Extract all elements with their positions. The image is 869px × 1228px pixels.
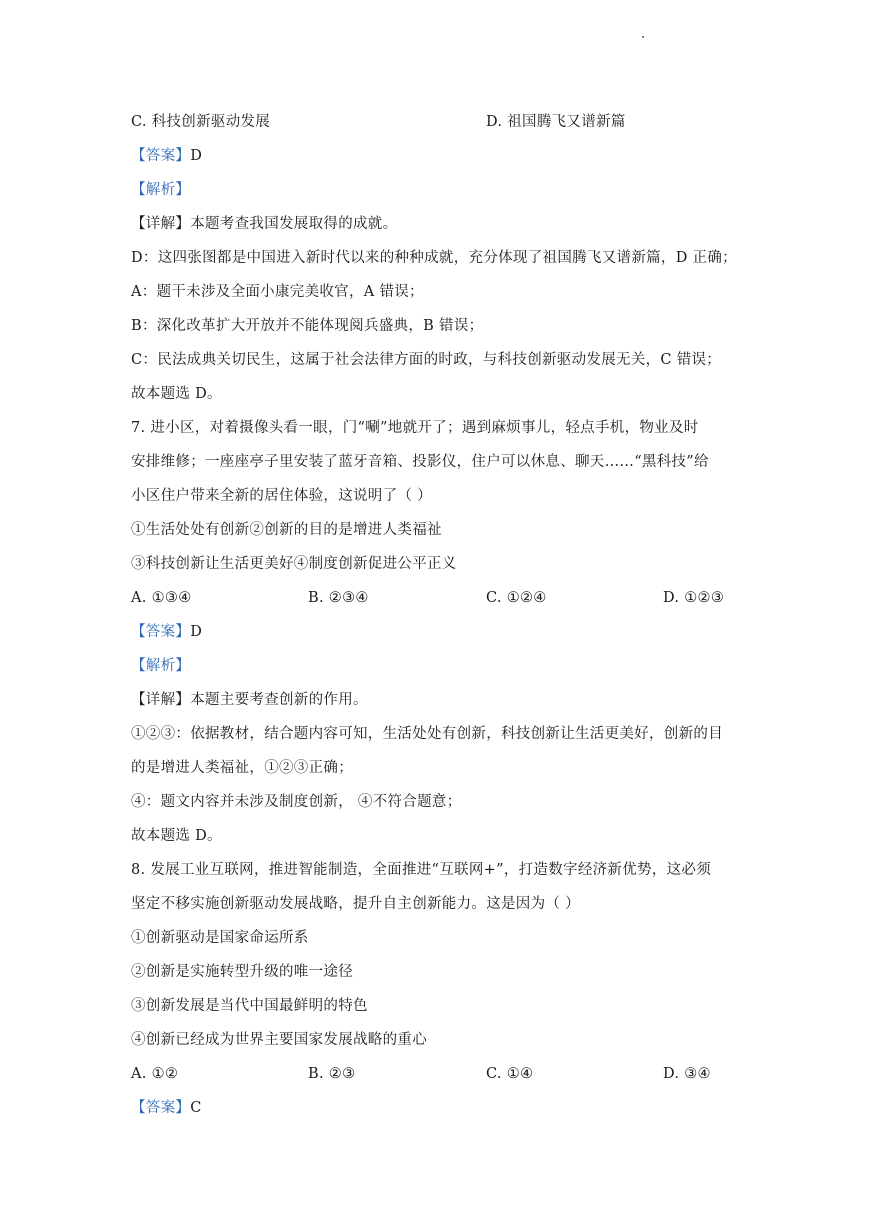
q8-stem-line: 坚定不移实施创新驱动发展战略，提升自主创新能力。这是因为（ ） (131, 896, 580, 912)
detail-tag: 【详解】 (131, 692, 191, 708)
q8-option-d: D. ③④ (663, 1066, 711, 1082)
q8-item: ①创新驱动是国家命运所系 (131, 930, 309, 946)
q8-item: ③创新发展是当代中国最鲜明的特色 (131, 998, 368, 1014)
q7-stem-line: 安排维修；一座座亭子里安装了蓝牙音箱、投影仪，住户可以休息、聊天……“黑科技”给 (131, 454, 709, 470)
q8-option-b: B. ②③ (308, 1066, 356, 1082)
q8-stem-line: 8. 发展工业互联网，推进智能制造，全面推进“互联网+”，打造数字经济新优势，这必须 (131, 862, 712, 878)
q7-item: ①生活处处有创新②创新的目的是增进人类福祉 (131, 522, 442, 538)
q6-detail-line: 故本题选 D。 (131, 386, 222, 402)
answer-value: D (190, 624, 203, 640)
q6-analysis-tag: 【解析】 (131, 182, 191, 198)
q8-answer (131, 1098, 202, 1118)
q7-detail-line: 故本题选 D。 (131, 828, 222, 844)
q6-detail-line: B：深化改革扩大开放并不能体现阅兵盛典，B 错误； (131, 318, 484, 334)
q8-option-a: A. ①② (131, 1066, 179, 1082)
q6-option-c: C. 科技创新驱动发展 (131, 114, 271, 130)
answer-tag: 【答案】 (131, 624, 191, 640)
q6-detail-line: A：题干未涉及全面小康完美收官，A 错误； (131, 284, 424, 300)
q7-option-d: D. ①②③ (663, 590, 725, 606)
q6-detail-line: D：这四张图都是中国进入新时代以来的种种成就，充分体现了祖国腾飞又谱新篇，D 正确； (131, 250, 737, 266)
detail-text: 本题考查我国发展取得的成就。 (190, 216, 398, 232)
q7-detail-line: ①②③：依据教材，结合题内容可知，生活处处有创新，科技创新让生活更美好，创新的目 (131, 726, 723, 742)
q8-item: ②创新是实施转型升级的唯一途径 (131, 964, 353, 980)
q6-answer (131, 146, 202, 166)
q7-item: ③科技创新让生活更美好④制度创新促进公平正义 (131, 556, 457, 572)
q7-detail (131, 690, 368, 710)
q7-option-c: C. ①②④ (486, 590, 547, 606)
q7-option-a: A. ①③④ (131, 590, 192, 606)
answer-tag: 【答案】 (131, 1100, 191, 1116)
answer-value: D (190, 148, 203, 164)
q7-detail-line: 的是增进人类福祉，①②③正确； (131, 760, 353, 776)
answer-tag: 【答案】 (131, 148, 191, 164)
q7-stem-line: 小区住户带来全新的居住体验，这说明了（ ） (131, 488, 432, 504)
detail-tag: 【详解】 (131, 216, 191, 232)
q7-answer (131, 622, 202, 642)
q6-option-d: D. 祖国腾飞又谱新篇 (486, 114, 626, 130)
page-mark (642, 36, 644, 38)
q8-option-c: C. ①④ (486, 1066, 534, 1082)
answer-value: C (190, 1100, 202, 1116)
q6-detail-line: C：民法成典关切民生，这属于社会法律方面的时政，与科技创新驱动发展无关，C 错误； (131, 352, 722, 368)
q7-stem-line: 7. 进小区，对着摄像头看一眼，门“唰”地就开了；遇到麻烦事儿，轻点手机，物业及时 (131, 420, 699, 436)
q7-detail-line: ④：题文内容并未涉及制度创新， ④不符合题意； (131, 794, 462, 810)
q8-item: ④创新已经成为世界主要国家发展战略的重心 (131, 1032, 427, 1048)
q7-option-b: B. ②③④ (308, 590, 369, 606)
q7-analysis-tag: 【解析】 (131, 658, 191, 674)
q6-detail (131, 214, 397, 234)
detail-text: 本题主要考查创新的作用。 (190, 692, 368, 708)
